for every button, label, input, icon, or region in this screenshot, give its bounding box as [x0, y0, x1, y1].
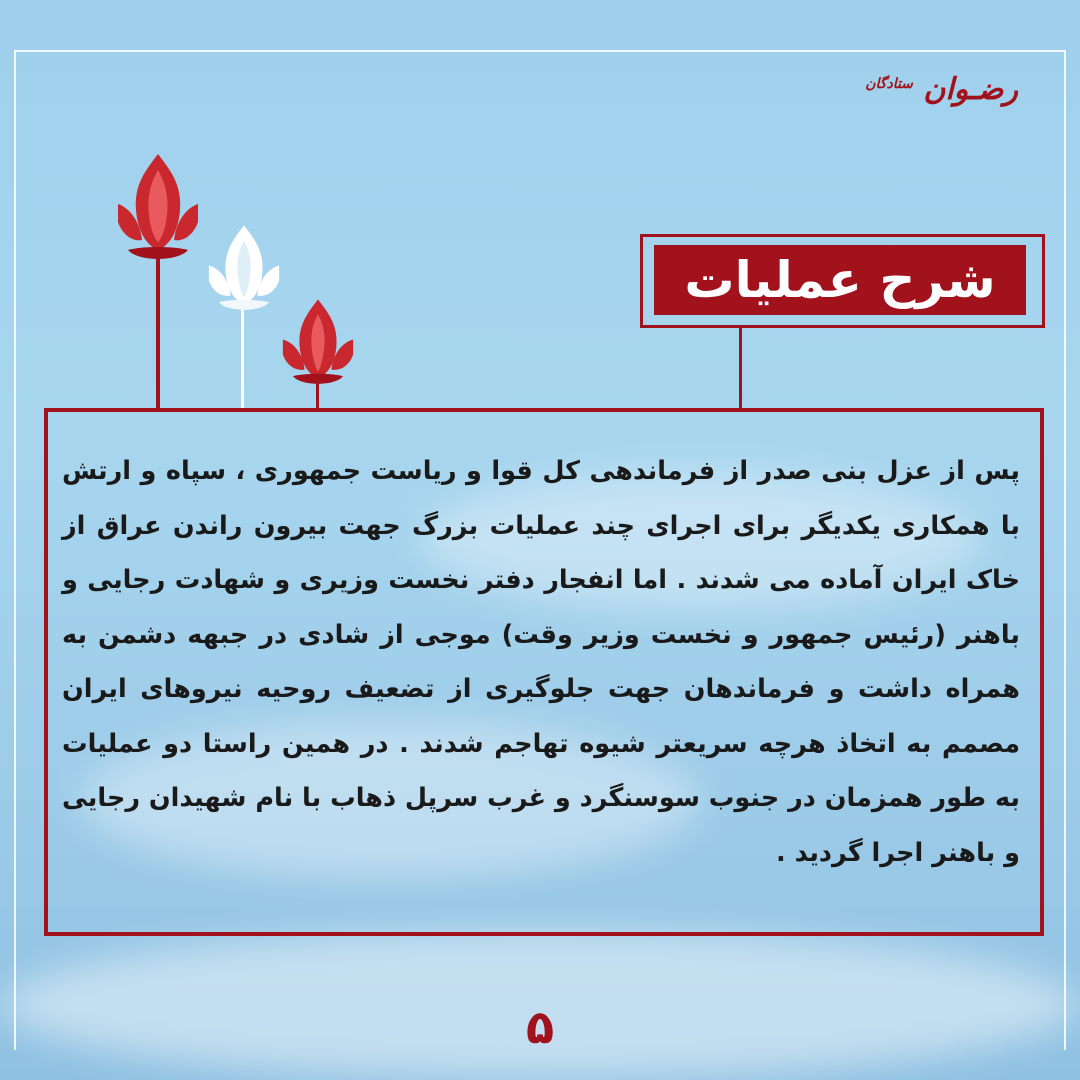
title-connector [739, 328, 742, 410]
logo-sub: ستادگان [865, 76, 913, 92]
red-tulip-icon [108, 150, 208, 270]
frame-top [14, 50, 1066, 52]
logo-main: رضـوان [923, 72, 1018, 107]
white-tulip-icon [202, 222, 286, 314]
page-number: ۵ [525, 1000, 555, 1054]
red-tulip-icon [276, 296, 360, 388]
body-paragraph: پس از عزل بنی صدر از فرماندهی کل قوا و ریاست جمهوری ، سپاه و ارتش با همکاری یکدیگر برای اجرای چند عملیات بزرگ جهت بیرون راندن عراق از خاک ایران آماده می شدند . اما انفجار دفتر نخست وزیری و شهادت رجایی و باهنر (رئیس جمهور و نخست وزیر وقت) موجی از شادی در جبهه دشمن به همراه داشت و فرماندهان جهت جلوگیری از تضعیف روحیه نیروهای ایران مصمم به اتخاذ هرچه سریعتر شیوه تهاجم شدند . در همین راستا دو عملیات به طور همزمان در جنوب سوسنگرد و غرب سرپل ذهاب با نام شهیدان رجایی و باهنر اجرا گردید . [62, 456, 1020, 868]
flower-stem [156, 258, 160, 410]
frame-left [14, 50, 16, 1050]
flower-stem [241, 300, 244, 410]
logo [865, 72, 1018, 132]
frame-right [1064, 50, 1066, 1050]
page-title: شرح عملیات [654, 245, 1026, 315]
